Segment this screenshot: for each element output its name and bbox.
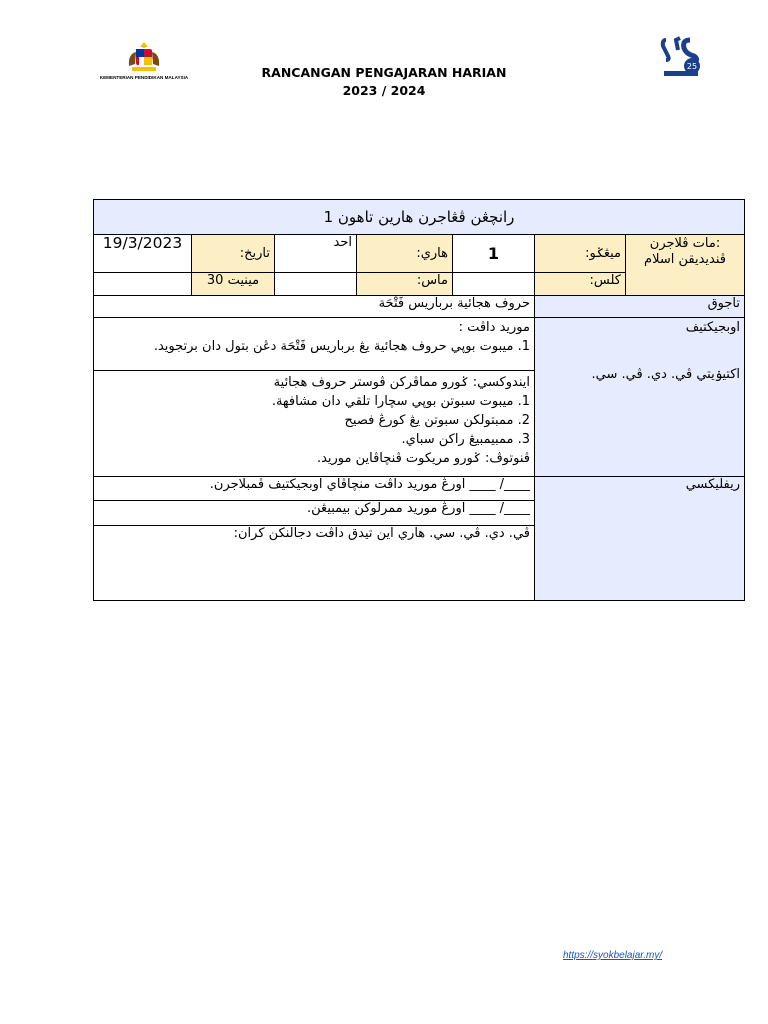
time-label: ماس:: [357, 273, 453, 296]
activity-step: 3. ممبيمبيڠ راكن سباي.: [401, 432, 530, 447]
objective-activity-label-cell: [535, 318, 745, 477]
reflection-guidance: ____/ ____ اورڠ موريد ممرلوكن بيمبيڠن.: [94, 501, 535, 526]
objective-cell: [94, 318, 535, 371]
date-value: 19/3/2023: [94, 235, 192, 273]
time-value: [275, 273, 357, 296]
week-label: ميڠݢو:: [535, 235, 626, 273]
lesson-plan-table: [93, 199, 745, 601]
table-title: رانچڠن ڤڠاجرن هارين تاهون 1: [94, 200, 745, 235]
blank-cell: [94, 273, 192, 296]
objective-label: اوبجيكتيف: [685, 320, 740, 335]
reflection-achieved: ____/ ____ اورڠ موريد داڤت منچاڤاي اوبجيكتيف ڤمبلاجرن.: [94, 477, 535, 501]
svg-text:25: 25: [686, 62, 698, 71]
duration-value: 30 مينيت: [192, 273, 275, 296]
activity-cell: [94, 371, 535, 477]
school-year: 2023 / 2024: [342, 83, 426, 98]
reflection-not-done: ڤي. دي. ڤي. سي. هاري اين تيدق داڤت دجالنكن كران:: [94, 526, 535, 601]
closing-text: ڤنوتوڤ: ݢورو مريكوت ڤنچاڤاين موريد.: [316, 451, 530, 466]
topic-value: حروف هجائية برباريس فَتْحَة: [94, 296, 535, 318]
class-value: [453, 273, 535, 296]
date-label: تاريخ:: [192, 235, 275, 273]
activity-step: 1. ميبوت سبوتن بوپي سچارا تلقي دان مشافهة.: [271, 394, 530, 409]
reflection-label: ريفليكسي: [535, 477, 745, 601]
induction-text: ايندوكسي: ݢورو مماڤركن ڤوستر حروف هجائية: [273, 375, 530, 390]
day-label: هاري:: [357, 235, 453, 273]
subject-value: ڤنديديقن اسلام: [644, 252, 726, 267]
activity-step: 2. ممبتولكن سبوتن يڠ كورڠ فصيح: [344, 413, 530, 428]
subject-label: مات ڤلاجرن:: [649, 236, 721, 251]
week-value: 1: [453, 235, 535, 273]
class-label: كلس:: [535, 273, 626, 296]
school-logo-icon: [660, 36, 702, 78]
subject-cell: [626, 235, 745, 296]
page-title: RANCANGAN PENGAJARAN HARIAN: [261, 65, 507, 80]
activity-label: اكتيۏيتي ڤي. دي. ڤي. سي.: [591, 367, 740, 382]
footer-website-link[interactable]: https://syokbelajar.my/: [563, 950, 663, 961]
objective-item: 1. ميبوت بوپي حروف هجائية يڠ برباريس فَتْحَة دڠن بتول دان برتجويد.: [153, 339, 530, 354]
topic-label: تاجوق: [535, 296, 745, 318]
objective-heading: موريد داڤت :: [458, 320, 530, 335]
day-value: احد: [275, 235, 357, 273]
page-header: [0, 64, 768, 100]
ministry-name: KEMENTERIAN PENDIDIKAN MALAYSIA: [99, 75, 189, 80]
